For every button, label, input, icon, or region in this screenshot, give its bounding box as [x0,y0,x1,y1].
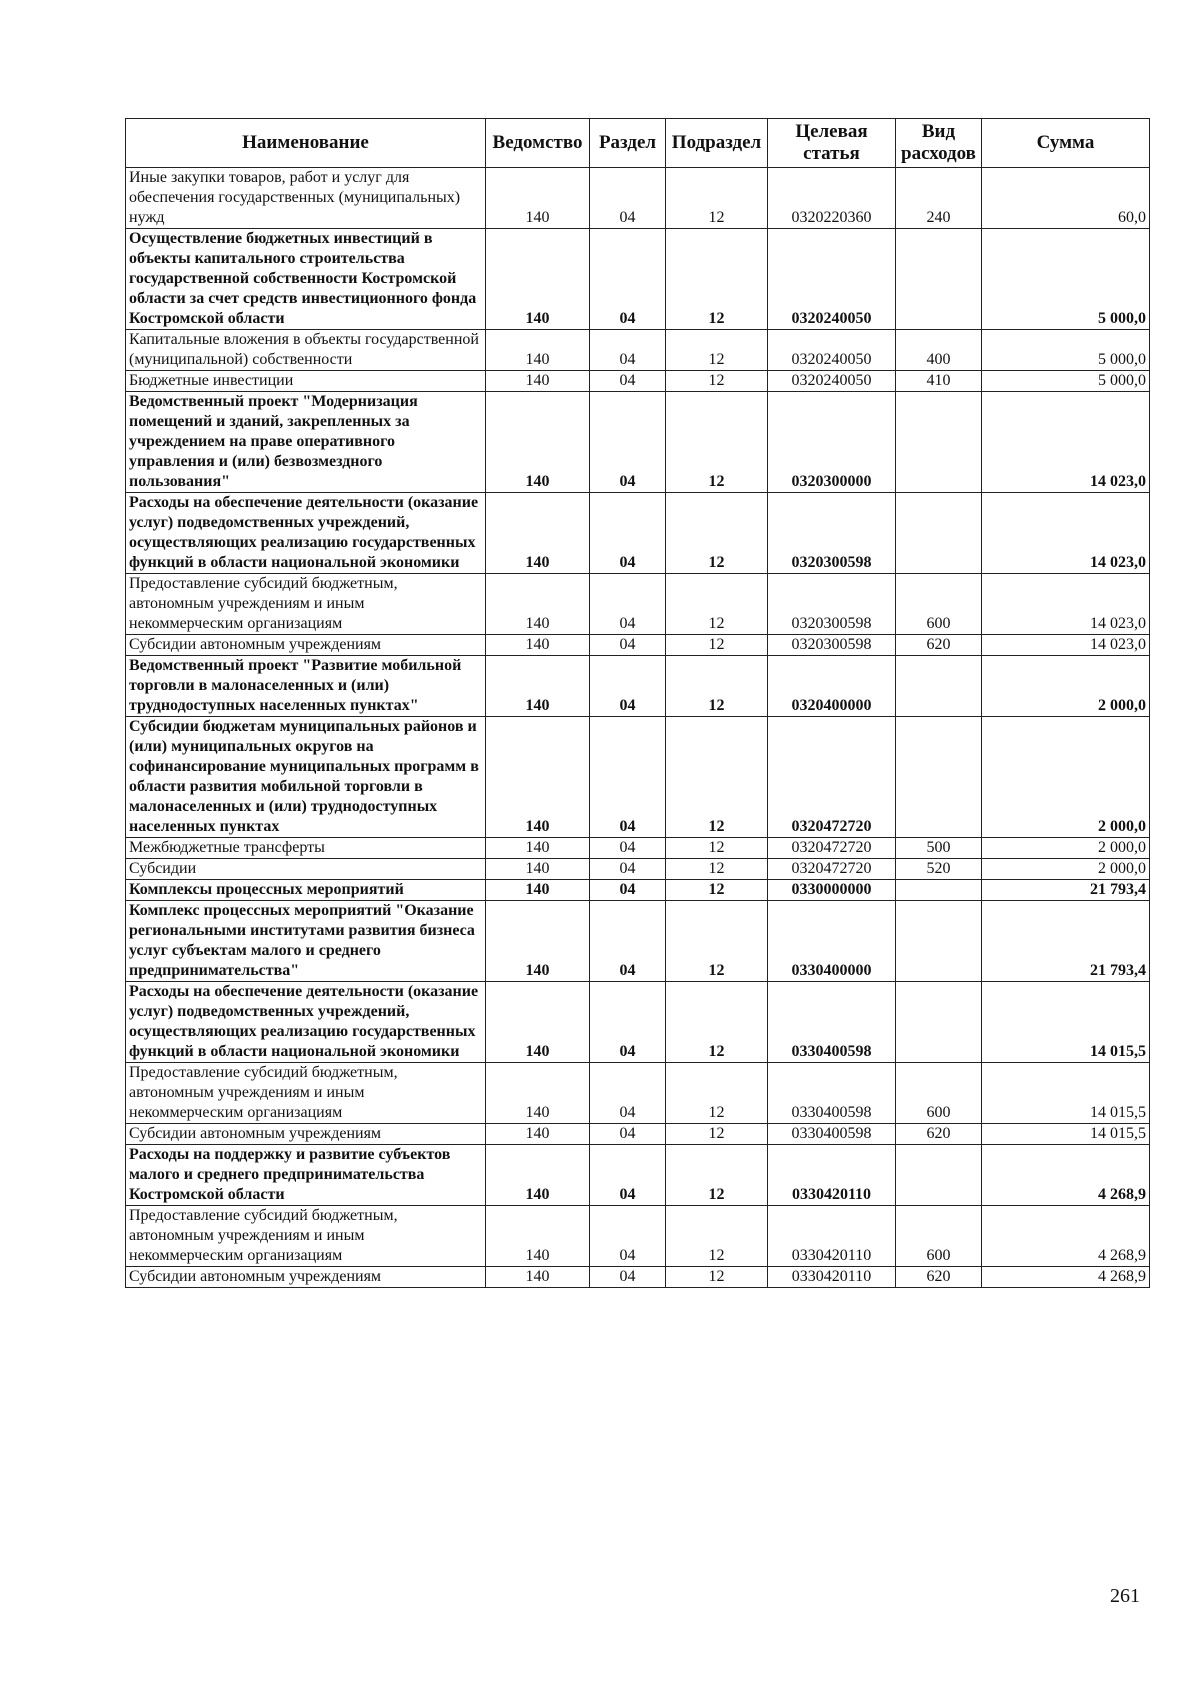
cell-name: Субсидии автономным учреждениям [126,1267,486,1288]
cell-podrazdel: 12 [666,901,768,982]
cell-vid-rashodov: 620 [896,1267,982,1288]
cell-summa: 5 000,0 [982,229,1150,330]
cell-razdel: 04 [590,838,666,859]
cell-podrazdel: 12 [666,392,768,493]
budget-table [125,118,1150,1288]
cell-podrazdel: 12 [666,635,768,656]
table-row [126,330,1150,371]
cell-vid-rashodov: 600 [896,1063,982,1124]
cell-vedomstvo: 140 [486,838,590,859]
cell-razdel: 04 [590,859,666,880]
cell-celevaya-statya: 0330420110 [768,1267,896,1288]
header-vedomstvo: Ведомство [486,119,590,168]
cell-vedomstvo: 140 [486,1206,590,1267]
cell-podrazdel: 12 [666,229,768,330]
cell-celevaya-statya: 0320472720 [768,859,896,880]
cell-celevaya-statya: 0330420110 [768,1145,896,1206]
cell-vid-rashodov [896,656,982,717]
cell-vid-rashodov: 520 [896,859,982,880]
header-summa: Сумма [982,119,1150,168]
header-razdel: Раздел [590,119,666,168]
cell-razdel: 04 [590,1063,666,1124]
cell-podrazdel: 12 [666,1145,768,1206]
table-row [126,982,1150,1063]
cell-summa: 14 015,5 [982,1124,1150,1145]
cell-vedomstvo: 140 [486,859,590,880]
cell-vid-rashodov [896,901,982,982]
cell-vid-rashodov [896,1145,982,1206]
cell-celevaya-statya: 0330400000 [768,901,896,982]
cell-podrazdel: 12 [666,656,768,717]
table-row [126,717,1150,838]
cell-vid-rashodov [896,392,982,493]
cell-vedomstvo: 140 [486,656,590,717]
cell-name: Комплексы процессных мероприятий [126,880,486,901]
header-celevaya-statya: Целевая статья [768,119,896,168]
header-vid-rashodov: Вид расходов [896,119,982,168]
cell-name: Субсидии бюджетам муниципальных районов и (или) муниципальных округов на софинансирование муниципальных программ в области развития мобильной торговли в малонаселенных и (или) труднодоступных населенных пунктах [126,717,486,838]
cell-celevaya-statya: 0320300598 [768,493,896,574]
cell-summa: 60,0 [982,168,1150,229]
cell-vedomstvo: 140 [486,392,590,493]
cell-vedomstvo: 140 [486,1063,590,1124]
cell-celevaya-statya: 0320240050 [768,371,896,392]
table-row [126,392,1150,493]
cell-name: Расходы на обеспечение деятельности (оказание услуг) подведомственных учреждений, осуществляющих реализацию государственных функций в области национальной экономики [126,982,486,1063]
cell-vedomstvo: 140 [486,371,590,392]
cell-summa: 2 000,0 [982,859,1150,880]
cell-podrazdel: 12 [666,859,768,880]
table-row [126,1267,1150,1288]
cell-summa: 2 000,0 [982,656,1150,717]
cell-razdel: 04 [590,1145,666,1206]
cell-summa: 2 000,0 [982,838,1150,859]
cell-name: Комплекс процессных мероприятий "Оказание региональными институтами развития бизнеса услуг субъектам малого и среднего предпринимательства" [126,901,486,982]
cell-name: Капитальные вложения в объекты государственной (муниципальной) собственности [126,330,486,371]
cell-summa: 21 793,4 [982,880,1150,901]
cell-vid-rashodov: 620 [896,1124,982,1145]
table-row [126,880,1150,901]
cell-name: Ведомственный проект "Развитие мобильной торговли в малонаселенных и (или) труднодоступных населенных пунктах" [126,656,486,717]
cell-vid-rashodov: 400 [896,330,982,371]
cell-vid-rashodov: 410 [896,371,982,392]
cell-name: Субсидии автономным учреждениям [126,635,486,656]
cell-podrazdel: 12 [666,168,768,229]
cell-name: Субсидии [126,859,486,880]
cell-vid-rashodov [896,493,982,574]
table-row [126,1124,1150,1145]
cell-name: Межбюджетные трансферты [126,838,486,859]
cell-razdel: 04 [590,1206,666,1267]
cell-vid-rashodov: 600 [896,574,982,635]
cell-vedomstvo: 140 [486,493,590,574]
cell-vedomstvo: 140 [486,717,590,838]
cell-razdel: 04 [590,229,666,330]
table-row [126,371,1150,392]
cell-celevaya-statya: 0320300000 [768,392,896,493]
cell-name: Расходы на поддержку и развитие субъектов малого и среднего предпринимательства Костромской области [126,1145,486,1206]
cell-celevaya-statya: 0330400598 [768,1063,896,1124]
cell-vid-rashodov [896,229,982,330]
cell-vedomstvo: 140 [486,982,590,1063]
cell-podrazdel: 12 [666,982,768,1063]
cell-vedomstvo: 140 [486,1267,590,1288]
cell-razdel: 04 [590,168,666,229]
cell-summa: 14 015,5 [982,1063,1150,1124]
cell-name: Расходы на обеспечение деятельности (оказание услуг) подведомственных учреждений, осуществляющих реализацию государственных функций в области национальной экономики [126,493,486,574]
cell-summa: 5 000,0 [982,371,1150,392]
table-row [126,859,1150,880]
header-name: Наименование [126,119,486,168]
cell-vid-rashodov: 620 [896,635,982,656]
cell-celevaya-statya: 0320472720 [768,838,896,859]
table-row [126,168,1150,229]
cell-summa: 21 793,4 [982,901,1150,982]
cell-name: Ведомственный проект "Модернизация помещений и зданий, закрепленных за учреждением на праве оперативного управления и (или) безвозмездного пользования" [126,392,486,493]
cell-podrazdel: 12 [666,838,768,859]
cell-vid-rashodov: 240 [896,168,982,229]
table-row [126,901,1150,982]
cell-podrazdel: 12 [666,880,768,901]
cell-vedomstvo: 140 [486,168,590,229]
table-header-row [126,119,1150,168]
cell-podrazdel: 12 [666,1267,768,1288]
cell-celevaya-statya: 0320240050 [768,229,896,330]
cell-name: Субсидии автономным учреждениям [126,1124,486,1145]
cell-celevaya-statya: 0320300598 [768,574,896,635]
cell-summa: 4 268,9 [982,1206,1150,1267]
cell-podrazdel: 12 [666,330,768,371]
cell-razdel: 04 [590,901,666,982]
cell-name: Предоставление субсидий бюджетным, автономным учреждениям и иным некоммерческим организациям [126,1206,486,1267]
cell-vedomstvo: 140 [486,635,590,656]
table-row [126,838,1150,859]
table-row [126,493,1150,574]
cell-podrazdel: 12 [666,493,768,574]
cell-razdel: 04 [590,656,666,717]
cell-summa: 14 023,0 [982,635,1150,656]
cell-podrazdel: 12 [666,717,768,838]
cell-vid-rashodov [896,982,982,1063]
cell-vedomstvo: 140 [486,330,590,371]
cell-celevaya-statya: 0330420110 [768,1206,896,1267]
table-row [126,656,1150,717]
table-row [126,635,1150,656]
cell-razdel: 04 [590,880,666,901]
table-row [126,1206,1150,1267]
cell-summa: 2 000,0 [982,717,1150,838]
cell-razdel: 04 [590,330,666,371]
cell-summa: 14 023,0 [982,392,1150,493]
cell-summa: 14 015,5 [982,982,1150,1063]
cell-name: Предоставление субсидий бюджетным, автономным учреждениям и иным некоммерческим организациям [126,574,486,635]
page-number: 261 [1110,1585,1140,1607]
cell-razdel: 04 [590,1267,666,1288]
cell-vid-rashodov [896,880,982,901]
cell-celevaya-statya: 0320220360 [768,168,896,229]
cell-name: Иные закупки товаров, работ и услуг для обеспечения государственных (муниципальных) нужд [126,168,486,229]
cell-podrazdel: 12 [666,1063,768,1124]
cell-vedomstvo: 140 [486,901,590,982]
cell-summa: 14 023,0 [982,493,1150,574]
table-body [126,168,1150,1288]
cell-celevaya-statya: 0320400000 [768,656,896,717]
cell-summa: 5 000,0 [982,330,1150,371]
cell-podrazdel: 12 [666,371,768,392]
cell-razdel: 04 [590,982,666,1063]
cell-celevaya-statya: 0330400598 [768,982,896,1063]
cell-vedomstvo: 140 [486,574,590,635]
cell-summa: 4 268,9 [982,1145,1150,1206]
cell-razdel: 04 [590,635,666,656]
cell-vedomstvo: 140 [486,1145,590,1206]
cell-vedomstvo: 140 [486,880,590,901]
table-row [126,1063,1150,1124]
cell-vedomstvo: 140 [486,229,590,330]
cell-vid-rashodov [896,717,982,838]
cell-celevaya-statya: 0320300598 [768,635,896,656]
cell-razdel: 04 [590,371,666,392]
cell-razdel: 04 [590,717,666,838]
cell-podrazdel: 12 [666,1124,768,1145]
header-podrazdel: Подраздел [666,119,768,168]
cell-celevaya-statya: 0330000000 [768,880,896,901]
cell-celevaya-statya: 0330400598 [768,1124,896,1145]
cell-razdel: 04 [590,392,666,493]
cell-name: Бюджетные инвестиции [126,371,486,392]
cell-podrazdel: 12 [666,574,768,635]
cell-vid-rashodov: 600 [896,1206,982,1267]
cell-vedomstvo: 140 [486,1124,590,1145]
cell-summa: 4 268,9 [982,1267,1150,1288]
cell-podrazdel: 12 [666,1206,768,1267]
cell-razdel: 04 [590,574,666,635]
cell-vid-rashodov: 500 [896,838,982,859]
cell-summa: 14 023,0 [982,574,1150,635]
table-row [126,574,1150,635]
cell-celevaya-statya: 0320472720 [768,717,896,838]
cell-razdel: 04 [590,1124,666,1145]
cell-razdel: 04 [590,493,666,574]
cell-celevaya-statya: 0320240050 [768,330,896,371]
table-row [126,1145,1150,1206]
cell-name: Осуществление бюджетных инвестиций в объекты капитального строительства государственной собственности Костромской области за счет средств инвестиционного фонда Костромской области [126,229,486,330]
cell-name: Предоставление субсидий бюджетным, автономным учреждениям и иным некоммерческим организациям [126,1063,486,1124]
table-row [126,229,1150,330]
